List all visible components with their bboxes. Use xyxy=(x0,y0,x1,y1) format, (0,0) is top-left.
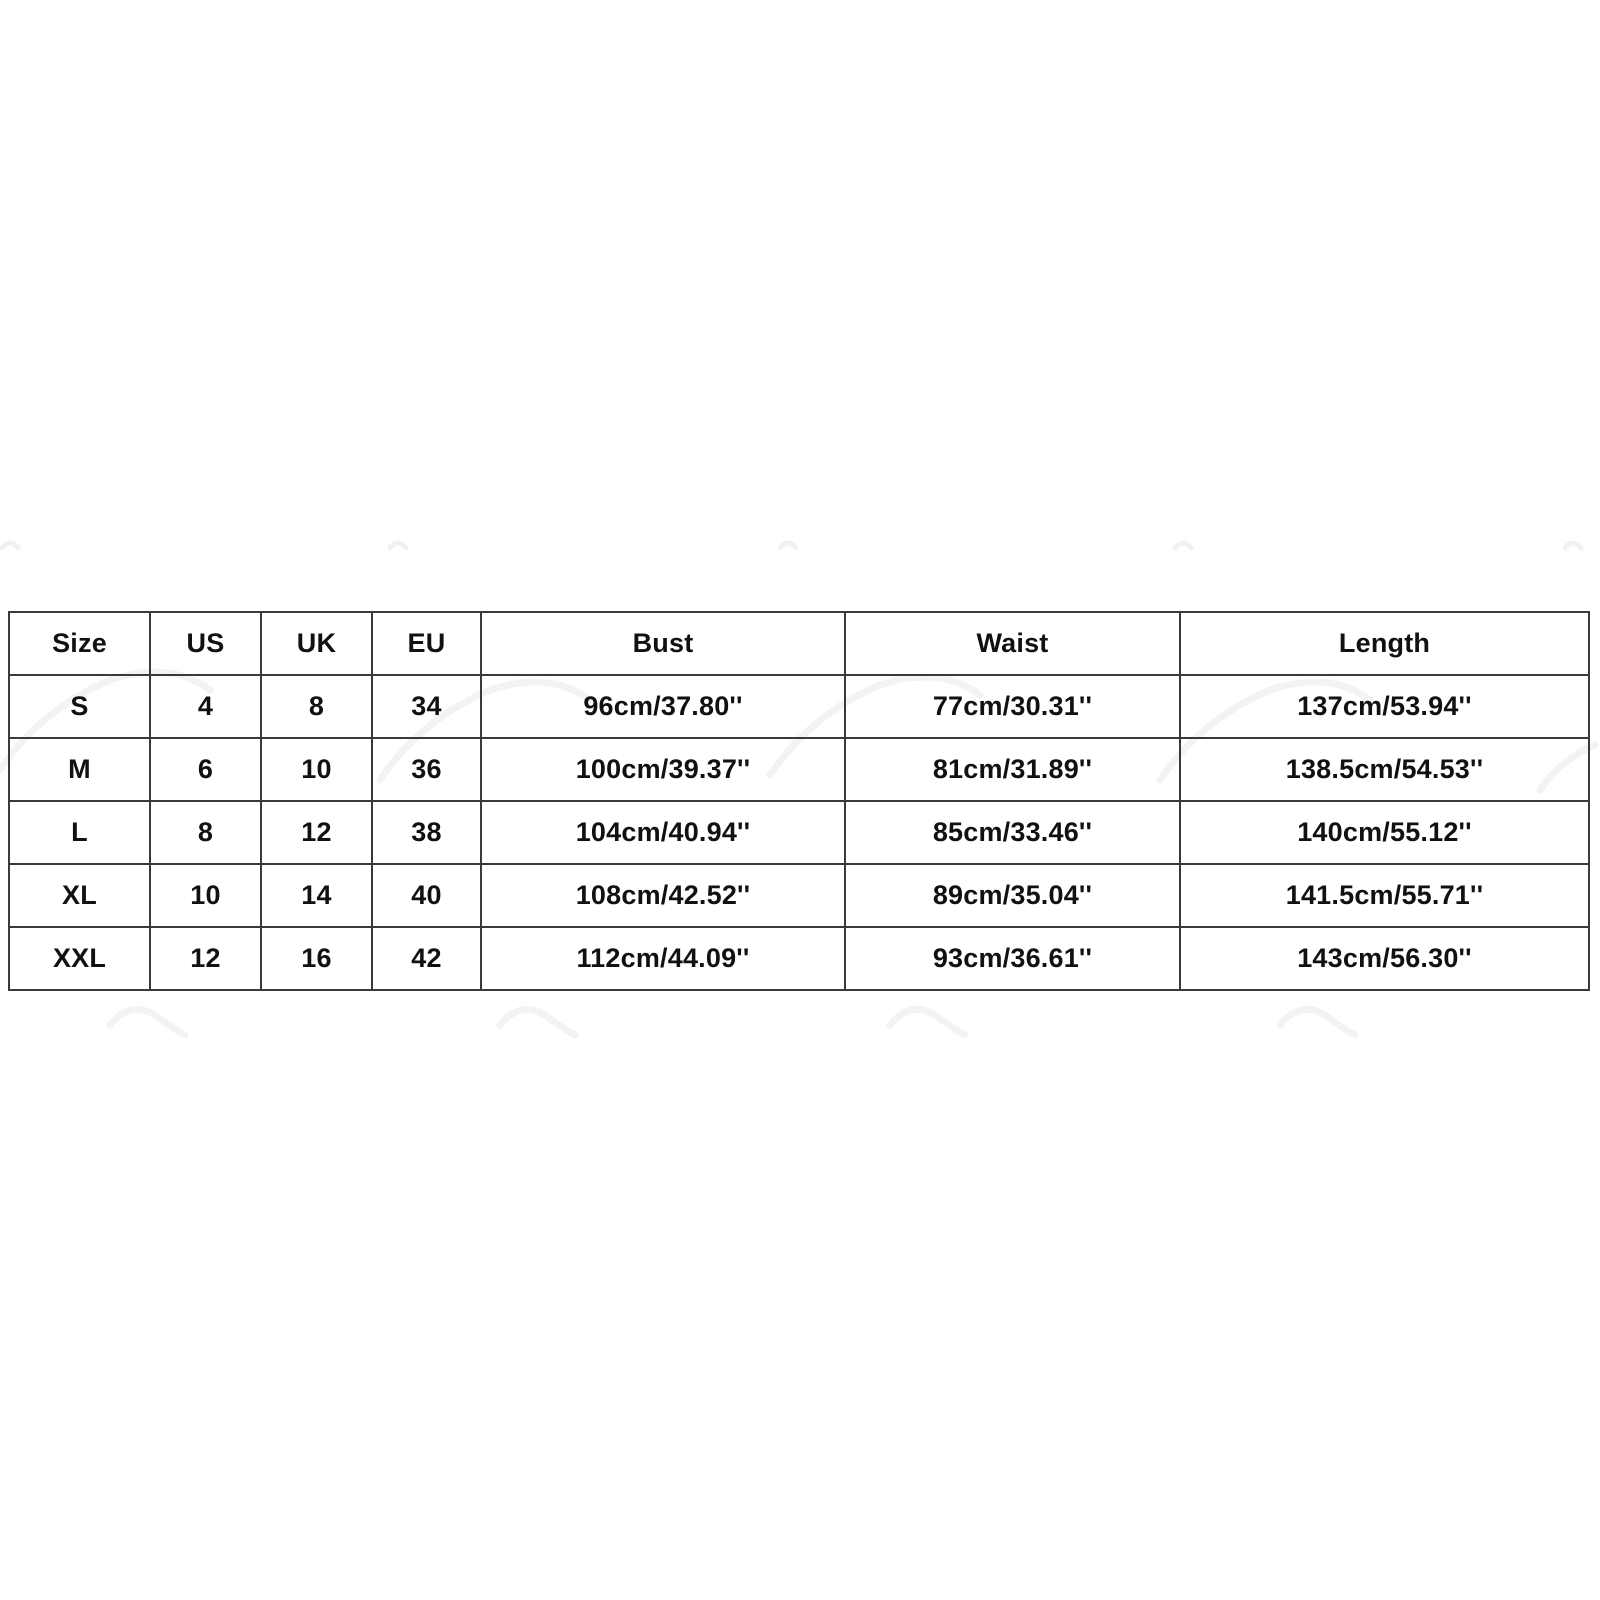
cell-uk: 10 xyxy=(261,738,372,801)
header-uk: UK xyxy=(261,612,372,675)
cell-us: 12 xyxy=(150,927,261,990)
cell-bust: 104cm/40.94'' xyxy=(481,801,845,864)
cell-length: 143cm/56.30'' xyxy=(1180,927,1589,990)
cell-us: 8 xyxy=(150,801,261,864)
cell-size: XXL xyxy=(9,927,150,990)
cell-bust: 100cm/39.37'' xyxy=(481,738,845,801)
table-row xyxy=(9,864,1589,927)
cell-length: 138.5cm/54.53'' xyxy=(1180,738,1589,801)
cell-bust: 96cm/37.80'' xyxy=(481,675,845,738)
cell-us: 6 xyxy=(150,738,261,801)
header-length: Length xyxy=(1180,612,1589,675)
cell-length: 140cm/55.12'' xyxy=(1180,801,1589,864)
cell-us: 4 xyxy=(150,675,261,738)
cell-bust: 108cm/42.52'' xyxy=(481,864,845,927)
table-row xyxy=(9,738,1589,801)
cell-us: 10 xyxy=(150,864,261,927)
cell-eu: 34 xyxy=(372,675,481,738)
cell-eu: 42 xyxy=(372,927,481,990)
header-size: Size xyxy=(9,612,150,675)
cell-waist: 93cm/36.61'' xyxy=(845,927,1180,990)
cell-waist: 77cm/30.31'' xyxy=(845,675,1180,738)
cell-waist: 85cm/33.46'' xyxy=(845,801,1180,864)
cell-waist: 81cm/31.89'' xyxy=(845,738,1180,801)
cell-length: 137cm/53.94'' xyxy=(1180,675,1589,738)
cell-uk: 16 xyxy=(261,927,372,990)
header-us: US xyxy=(150,612,261,675)
cell-waist: 89cm/35.04'' xyxy=(845,864,1180,927)
cell-size: S xyxy=(9,675,150,738)
cell-uk: 14 xyxy=(261,864,372,927)
cell-eu: 40 xyxy=(372,864,481,927)
table-row xyxy=(9,801,1589,864)
size-chart-table xyxy=(8,611,1590,991)
table-row xyxy=(9,675,1589,738)
cell-eu: 38 xyxy=(372,801,481,864)
cell-size: XL xyxy=(9,864,150,927)
header-row xyxy=(9,612,1589,675)
cell-length: 141.5cm/55.71'' xyxy=(1180,864,1589,927)
cell-uk: 8 xyxy=(261,675,372,738)
cell-eu: 36 xyxy=(372,738,481,801)
table-row xyxy=(9,927,1589,990)
header-waist: Waist xyxy=(845,612,1180,675)
header-eu: EU xyxy=(372,612,481,675)
cell-size: L xyxy=(9,801,150,864)
cell-bust: 112cm/44.09'' xyxy=(481,927,845,990)
header-bust: Bust xyxy=(481,612,845,675)
cell-size: M xyxy=(9,738,150,801)
cell-uk: 12 xyxy=(261,801,372,864)
